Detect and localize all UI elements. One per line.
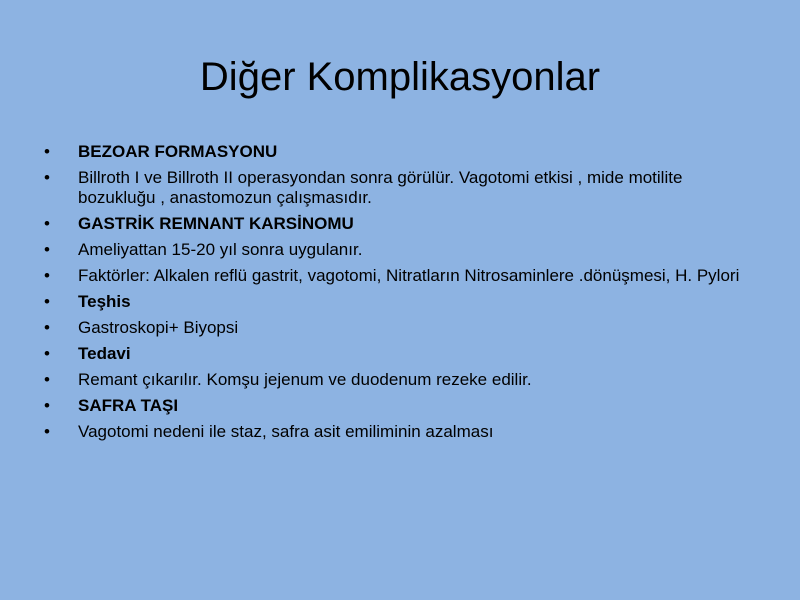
bullet-text: Ameliyattan 15-20 yıl sonra uygulanır. [78,240,363,259]
slide-title: Diğer Komplikasyonlar [199,55,601,99]
bullet-text: BEZOAR FORMASYONU [78,142,278,161]
bullet-item [44,214,764,234]
bullet-item [44,422,764,442]
bullet-dot-icon: • [44,214,50,233]
bullet-item [44,292,764,312]
bullet-dot-icon: • [44,370,50,389]
bullet-item [44,344,764,364]
bullet-text: GASTRİK REMNANT KARSİNOMU [78,214,354,233]
bullet-dot-icon: • [44,142,50,161]
bullet-text: Vagotomi nedeni ile staz, safra asit emiliminin azalması [78,422,494,441]
bullet-text: Faktörler: Alkalen reflü gastrit, vagotomi, Nitratların Nitrosaminlere .dönüşmesi, H. Pylori [78,266,740,285]
bullet-dot-icon: • [44,240,50,259]
bullet-dot-icon: • [44,396,50,415]
bullet-item [44,266,764,286]
bullet-dot-icon: • [44,318,50,337]
bullet-dot-icon: • [44,344,50,363]
bullet-text: Tedavi [78,344,131,363]
bullet-text: Remant çıkarılır. Komşu jejenum ve duodenum rezeke edilir. [78,370,532,389]
bullet-item [44,318,764,338]
bullet-dot-icon: • [44,422,50,441]
bullet-item [44,370,764,390]
bullet-text: Billroth I ve Billroth II operasyondan sonra görülür. Vagotomi etkisi , mide motilite bozukluğu , anastomozun çalışmasıdır. [78,168,683,207]
bullet-list [44,142,764,448]
bullet-dot-icon: • [44,168,50,187]
bullet-text: Gastroskopi+ Biyopsi [78,318,239,337]
bullet-text: Teşhis [78,292,131,311]
bullet-text: SAFRA TAŞI [78,396,179,415]
bullet-item [44,142,764,162]
bullet-item [44,168,764,208]
bullet-dot-icon: • [44,292,50,311]
bullet-dot-icon: • [44,266,50,285]
bullet-item [44,396,764,416]
bullet-item [44,240,764,260]
